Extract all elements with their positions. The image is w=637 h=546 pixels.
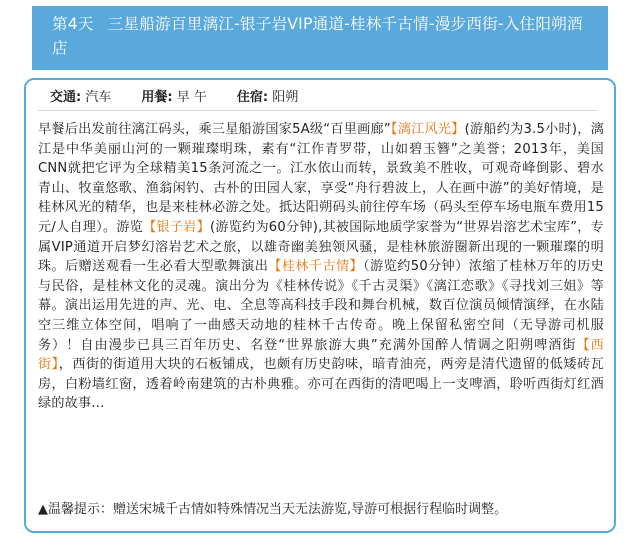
highlight-xijie: 【西街】 — [38, 337, 604, 373]
info-bar — [38, 86, 598, 111]
day-label: 第4天 — [52, 15, 94, 33]
meal-value: 早 午 — [176, 90, 207, 105]
desc-part-2: (游船约为3.5小时)，漓江是中华美丽山河的一颗璀璨明珠，素有“江作青罗带，山如碧玉簪”之美誉；2013年，美国CNN就把它评为全球精美15条河流之一。江水依山而转，景致美不胜收，可观奇峰倒影、碧水青山、牧童悠歌、渔翁闲钓、古朴的田园人家，享受“舟行碧波上，人在画中游”的美好情境，是桂林风光的精华，也是来桂林必游之处。抵达阳朔码头前往停车场（码头至停车场电瓶车费用15元/人自理）。游览 — [38, 122, 605, 235]
transport-label: 交通: — [50, 90, 82, 105]
stay-value: 阳朔 — [272, 90, 299, 105]
stay-group — [237, 90, 298, 105]
meal-label: 用餐: — [141, 90, 173, 105]
itinerary-description — [38, 120, 604, 414]
warm-tip: ▲温馨提示：赠送宋城千古情如特殊情况当天无法游览,导游可根据行程临时调整。 — [38, 502, 508, 517]
highlight-yinziyan: 【银子岩】 — [143, 219, 210, 235]
transport-group — [50, 90, 111, 105]
desc-part-1: 早餐后出发前往漓江码头，乘三星船游国家5A级“百里画廊” — [38, 122, 391, 137]
highlight-lijiang: 【漓江风光】 — [390, 122, 465, 137]
desc-part-4: （游览约50分钟）浓缩了桂林万年的历史与民俗，是桂林文化的灵魂。演出分为《桂林传说》《千古灵渠》《漓江恋歌》《寻找刘三姐》等幕。演出运用先进的声、光、电、全息等高科技手段和舞台机械，数百位演员倾情演绎，在水陆空三维立体空间，唱响了一曲感天动地的桂林千古传奇。晚上保留私密空间（无导游司机服务）！自由漫步已具三百年历史、名登“世界旅游大典”充满外国醉人情调之阳朔啤酒街 — [38, 259, 604, 353]
itinerary-card — [24, 78, 616, 533]
desc-part-3: (游览约为60分钟),其被国际地质学家誉为“世界岩溶艺术宝库”，专属VIP通道开启梦幻溶岩艺术之旅，以雄奇幽美独领风骚，是桂林旅游圈新出现的一颗璀璨的明珠。后赠送观看一生必看大型歌舞演出 — [38, 219, 605, 275]
day-title: 三星船游百里漓江-银子岩VIP通道-桂林千古情-漫步西街-入住阳朔酒店 — [52, 15, 583, 57]
transport-value: 汽车 — [85, 90, 112, 105]
stay-label: 住宿: — [236, 90, 269, 105]
meal-group — [141, 90, 206, 105]
desc-part-5: ，西街的街道用大块的石板铺成，也颇有历史韵味，暗青油亮，两旁是清代遗留的低矮砖瓦房，白粉墙红窗，透着岭南建筑的古朴典雅。亦可在西街的清吧喝上一支啤酒，聆听西街灯红酒绿的故事... — [38, 357, 605, 412]
day-header — [32, 6, 608, 70]
highlight-guilin-qiangu: 【桂林千古情】 — [268, 259, 364, 275]
